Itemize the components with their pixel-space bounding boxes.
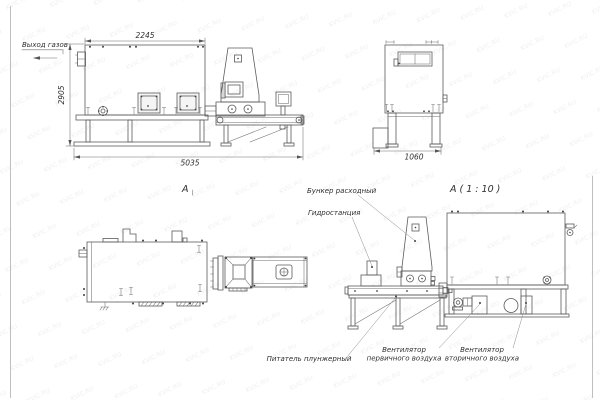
hydro-station-label: Гидростанция [308,209,361,217]
primary-fan-label-line2: первичного воздуха [366,354,442,363]
secondary-fan-label-line2: вторичного воздуха [444,354,520,363]
primary-fan-label-line1: Вентилятор [382,346,426,354]
dim-2245-text: 2245 [135,31,155,40]
dim-1060-text: 1060 [404,152,424,162]
secondary-fan-label-line1: Вентилятор [460,346,504,354]
dim-5035-text: 5035 [180,158,200,168]
gas-outlet-label: Выход газов [22,41,68,49]
dim-2905-text: 2905 [57,85,66,105]
bunker-label: Бункер расходный [307,187,377,195]
plunger-feeder-label: Питатель плунжерный [266,355,352,363]
inspection-hatch-2 [177,93,199,113]
view-a-title: A [182,184,189,195]
inspection-hatch-1 [138,93,160,113]
view-a-scale-title: A ( 1 : 10 ) [450,184,501,195]
